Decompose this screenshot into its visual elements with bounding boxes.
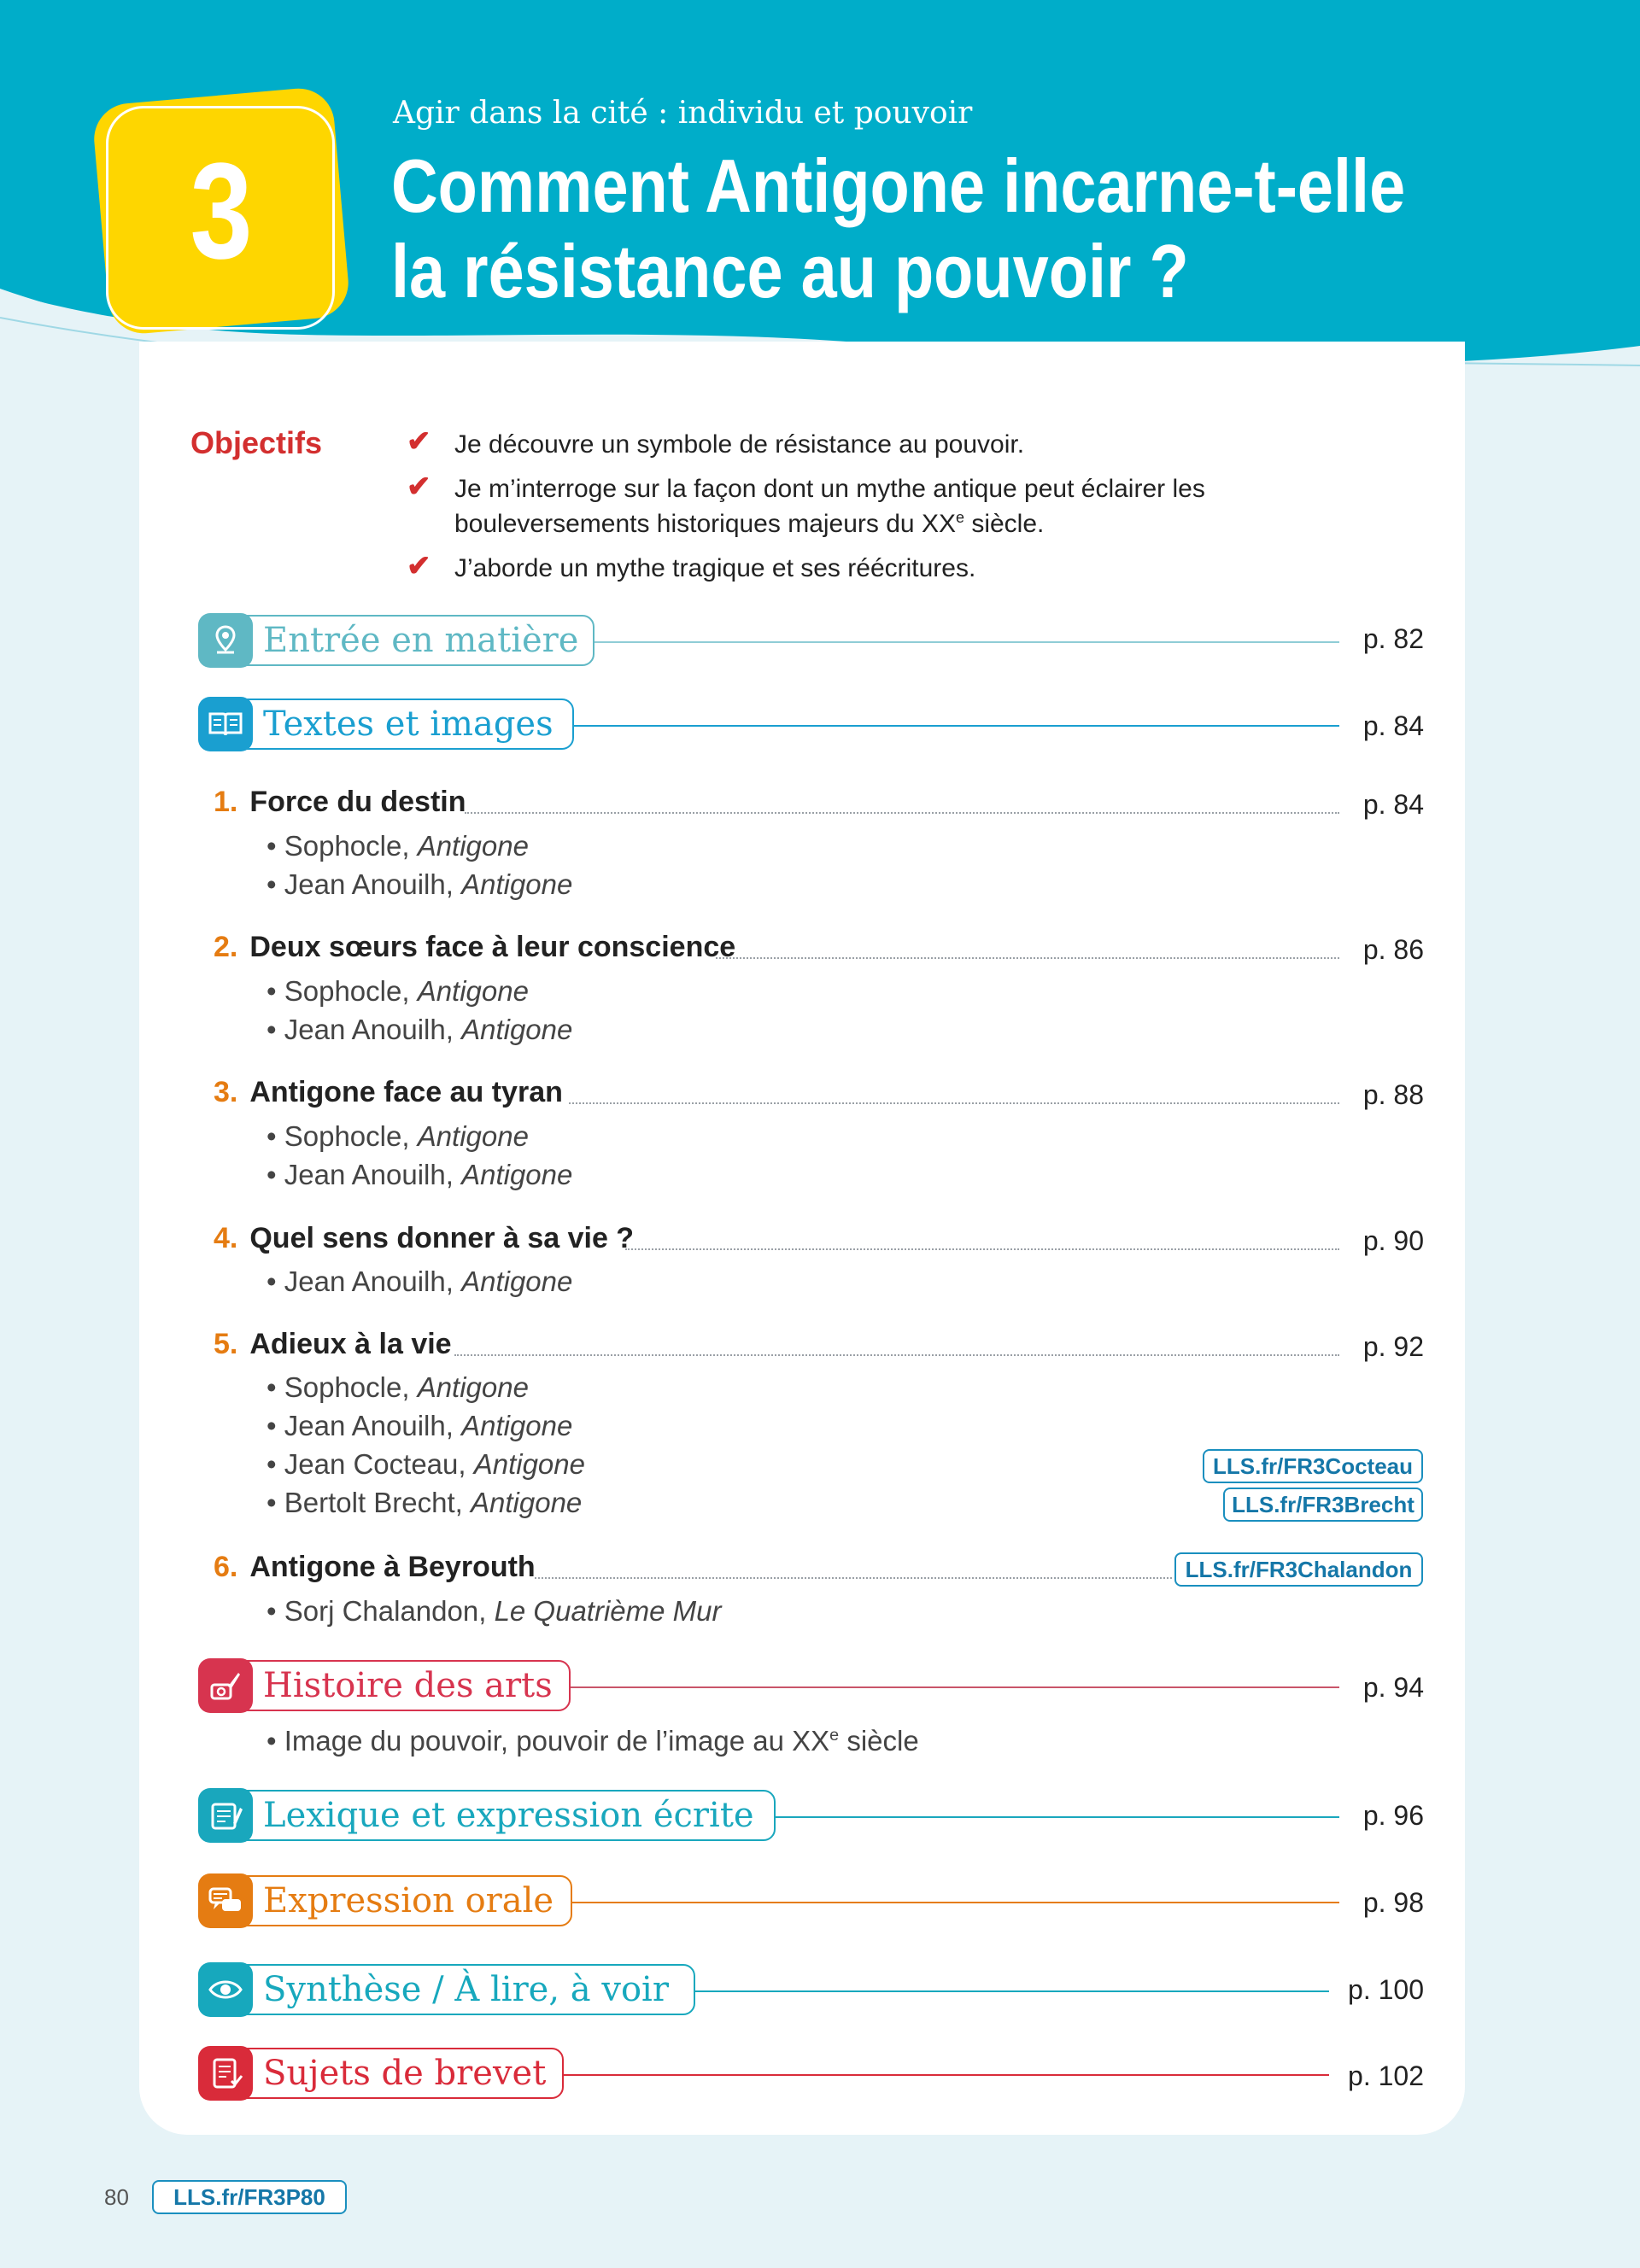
section-pill [198, 1790, 776, 1841]
item-number: 6. [214, 1551, 238, 1583]
source-item: • Image du pouvoir, pouvoir de l’image au XXe siècle [266, 1725, 919, 1757]
dotted-leader [454, 1354, 1339, 1356]
section-pill [198, 1660, 571, 1711]
item-title-text: Antigone face au tyran [249, 1076, 563, 1108]
superscript-e: e [955, 509, 964, 526]
objective-1: Je découvre un symbole de résistance au pouvoir. [454, 430, 1025, 459]
page-ref: p. 94 [1362, 1672, 1424, 1703]
speech-bubbles-icon [198, 1873, 253, 1928]
section-leader-line [574, 725, 1339, 727]
section-leader-line [571, 1686, 1339, 1688]
source-item: • Sophocle, Antigone [266, 975, 529, 1007]
source-item: • Jean Anouilh, Antigone [266, 1410, 573, 1441]
text-item-1-title[interactable] [214, 786, 466, 819]
text-item-2-title[interactable] [214, 931, 735, 964]
objectives-label: Objectifs [190, 425, 323, 460]
chapter-title-line2: la résistance au pouvoir ? [391, 229, 1189, 313]
section-leader-line [695, 1990, 1329, 1992]
objective-2-line1: Je m’interroge sur la façon dont un mythe antique peut éclairer les [454, 475, 1205, 503]
link-brecht[interactable]: LLS.fr/FR3Brecht [1223, 1488, 1423, 1522]
check-icon: ✔ [407, 471, 431, 503]
item-number: 3. [214, 1076, 238, 1108]
objective-2-tail: siècle. [964, 510, 1045, 538]
chapter-title [391, 143, 1420, 314]
section-label: Lexique et expression écrite [263, 1796, 754, 1835]
section-pill [198, 1875, 572, 1926]
item-number: 1. [214, 786, 238, 818]
page-ref: p. 84 [1362, 789, 1424, 820]
item-title-text: Quel sens donner à sa vie ? [249, 1222, 635, 1254]
section-pill [198, 699, 574, 750]
check-icon: ✔ [407, 550, 431, 582]
page-ref: p. 82 [1362, 623, 1424, 654]
item-title-text: Adieux à la vie [249, 1328, 452, 1360]
exam-sheet-icon [198, 2046, 253, 2101]
text-item-5-title[interactable] [214, 1328, 452, 1361]
chapter-title-line1: Comment Antigone incarne-t-elle [391, 143, 1406, 228]
item-title-text: Deux sœurs face à leur conscience [249, 931, 736, 963]
text-item-4-title[interactable] [214, 1222, 634, 1255]
section-label: Synthèse / À lire, à voir [263, 1970, 669, 2009]
section-leader-line [594, 641, 1339, 643]
open-book-icon [198, 697, 253, 751]
dotted-leader [625, 1248, 1339, 1250]
source-item: • Sophocle, Antigone [266, 830, 529, 862]
section-label: Textes et images [263, 704, 554, 744]
source-item: • Jean Cocteau, Antigone [266, 1448, 585, 1480]
art-tools-icon [198, 1658, 253, 1713]
location-pin-icon [198, 613, 253, 668]
dotted-leader [569, 1102, 1339, 1104]
page-ref: p. 92 [1362, 1331, 1424, 1362]
dotted-leader [465, 812, 1339, 814]
link-cocteau[interactable]: LLS.fr/FR3Cocteau [1203, 1449, 1423, 1483]
item-title-text: Force du destin [249, 786, 466, 818]
page-ref: p. 100 [1348, 1974, 1424, 2005]
link-chalandon[interactable]: LLS.fr/FR3Chalandon [1174, 1552, 1423, 1587]
page-number: 80 [104, 2184, 129, 2210]
page-link[interactable]: LLS.fr/FR3P80 [152, 2180, 347, 2214]
page-ref: p. 98 [1362, 1887, 1424, 1918]
writing-pad-icon [198, 1788, 253, 1843]
section-label: Entrée en matière [263, 621, 579, 660]
section-leader-line [776, 1816, 1339, 1818]
chapter-number-badge [101, 96, 348, 335]
dotted-leader [716, 957, 1339, 959]
source-item: • Jean Anouilh, Antigone [266, 1014, 573, 1045]
objective-3: J’aborde un mythe tragique et ses réécritures. [454, 554, 976, 582]
page-ref: p. 90 [1362, 1225, 1424, 1256]
objective-2-line2 [454, 506, 1044, 542]
text-item-6-title[interactable] [214, 1551, 536, 1584]
source-item: • Bertolt Brecht, Antigone [266, 1487, 583, 1518]
section-label: Sujets de brevet [263, 2054, 547, 2093]
eye-icon [198, 1962, 253, 2017]
item-number: 2. [214, 931, 238, 963]
dotted-leader [535, 1577, 1172, 1579]
source-item: • Jean Anouilh, Antigone [266, 868, 573, 900]
page-ref: p. 102 [1348, 2060, 1424, 2091]
objective-2-text: bouleversements historiques majeurs du XX [454, 510, 956, 538]
source-item: • Sorj Chalandon, Le Quatrième Mur [266, 1595, 722, 1627]
text-item-3-title[interactable] [214, 1076, 563, 1109]
item-number: 4. [214, 1222, 238, 1254]
page-ref: p. 88 [1362, 1079, 1424, 1110]
source-item: • Sophocle, Antigone [266, 1371, 529, 1403]
chapter-number: 3 [190, 134, 253, 287]
section-label: Expression orale [263, 1881, 554, 1920]
source-item: • Sophocle, Antigone [266, 1120, 529, 1152]
section-leader-line [572, 1902, 1339, 1903]
section-pill [198, 615, 594, 666]
source-item: • Jean Anouilh, Antigone [266, 1159, 573, 1190]
section-label: Histoire des arts [263, 1666, 553, 1705]
page-ref: p. 84 [1362, 710, 1424, 741]
item-title-text: Antigone à Beyrouth [249, 1551, 536, 1583]
section-pill [198, 2048, 564, 2099]
source-item: • Jean Anouilh, Antigone [266, 1266, 573, 1297]
item-number: 5. [214, 1328, 238, 1360]
section-pill [198, 1964, 695, 2015]
page-ref: p. 96 [1362, 1800, 1424, 1831]
page-ref: p. 86 [1362, 934, 1424, 965]
check-icon: ✔ [407, 425, 431, 458]
chapter-kicker: Agir dans la cité : individu et pouvoir [393, 96, 973, 131]
section-leader-line [564, 2074, 1329, 2076]
